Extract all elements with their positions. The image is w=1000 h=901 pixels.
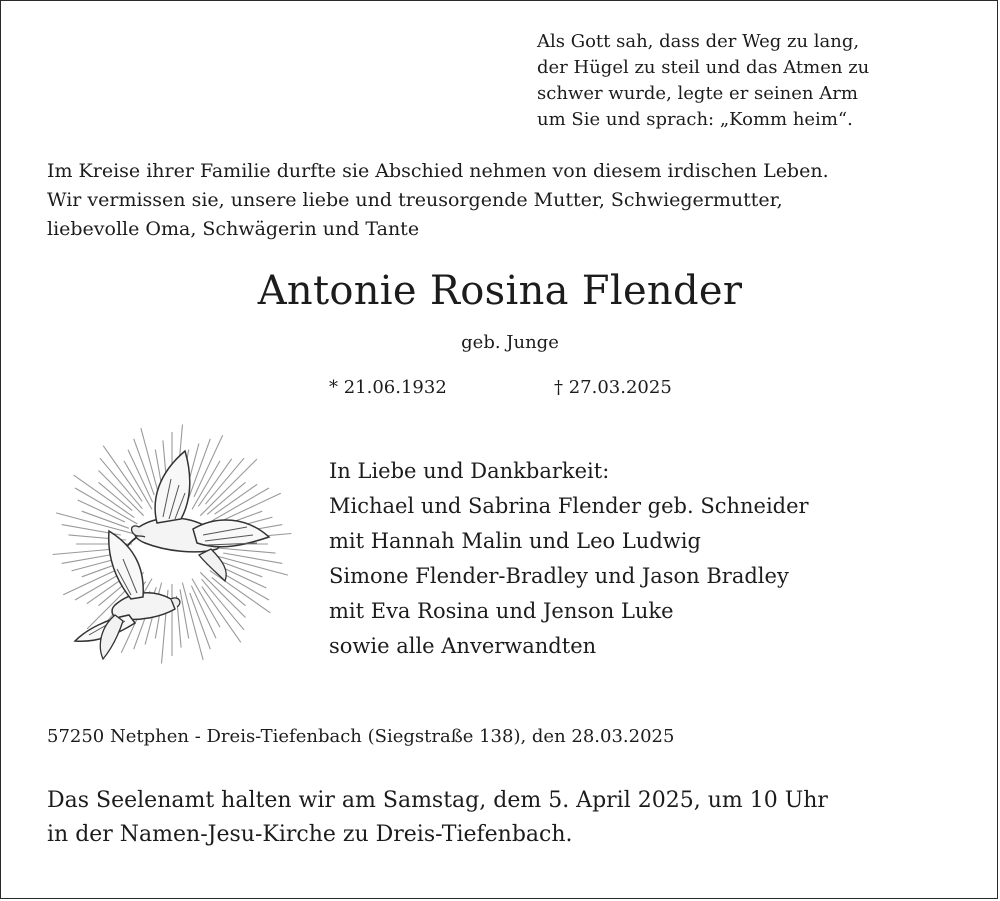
intro-line: Wir vermissen sie, unsere liebe und treusorgende Mutter, Schwiegermutter, <box>47 189 783 211</box>
service-line: in der Namen-Jesu-Kirche zu Dreis-Tiefenbach. <box>47 822 573 847</box>
mourners-list <box>329 454 809 664</box>
mourners-line: mit Eva Rosina und Jenson Luke <box>329 599 674 623</box>
ray-line <box>75 488 137 524</box>
ray-line <box>218 548 276 553</box>
mourners-line: In Liebe und Dankbarkeit: <box>329 459 610 483</box>
death-date: † 27.03.2025 <box>554 377 672 398</box>
poem-line: Als Gott sah, dass der Weg zu lang, <box>537 31 860 52</box>
ray-line <box>103 446 142 502</box>
service-line: Das Seelenamt halten wir am Samstag, dem 5. April 2025, um 10 Uhr <box>47 788 828 813</box>
doves-icon <box>47 419 297 669</box>
ray-line <box>180 589 189 638</box>
service-info <box>47 784 828 852</box>
ray-line <box>192 579 220 628</box>
ray-line <box>215 484 258 514</box>
poem-line: um Sie und sprach: „Komm heim“. <box>537 109 853 130</box>
mourners-line: mit Hannah Malin und Leo Ludwig <box>329 529 701 553</box>
ray-line <box>207 482 245 514</box>
poem <box>537 29 869 133</box>
ray-line <box>198 459 231 507</box>
mourners-line: sowie alle Anverwandten <box>329 634 597 658</box>
ray-line <box>202 587 241 643</box>
poem-line: schwer wurde, legte er seinen Arm <box>537 83 858 104</box>
mourners-line: Michael und Sabrina Flender geb. Schneider <box>329 494 809 518</box>
place-and-date: 57250 Netphen - Dreis-Tiefenbach (Siegstraße 138), den 28.03.2025 <box>47 726 675 747</box>
intro-text <box>47 157 829 244</box>
ray-line <box>124 461 152 510</box>
intro-line: liebevolle Oma, Schwägerin und Tante <box>47 218 420 240</box>
birth-name: geb. Junge <box>461 332 559 353</box>
deceased-name: Antonie Rosina Flender <box>257 268 743 314</box>
ray-line <box>192 461 220 510</box>
ray-line <box>207 488 269 524</box>
mourners-line: Simone Flender-Bradley und Jason Bradley <box>329 564 789 588</box>
intro-line: Im Kreise ihrer Familie durfte sie Abschied nehmen von diesem irdischen Leben. <box>47 160 829 182</box>
birth-date: * 21.06.1932 <box>329 377 447 398</box>
ray-line <box>200 459 257 516</box>
poem-line: der Hügel zu steil und das Atmen zu <box>537 57 870 78</box>
ray-line <box>223 553 282 563</box>
